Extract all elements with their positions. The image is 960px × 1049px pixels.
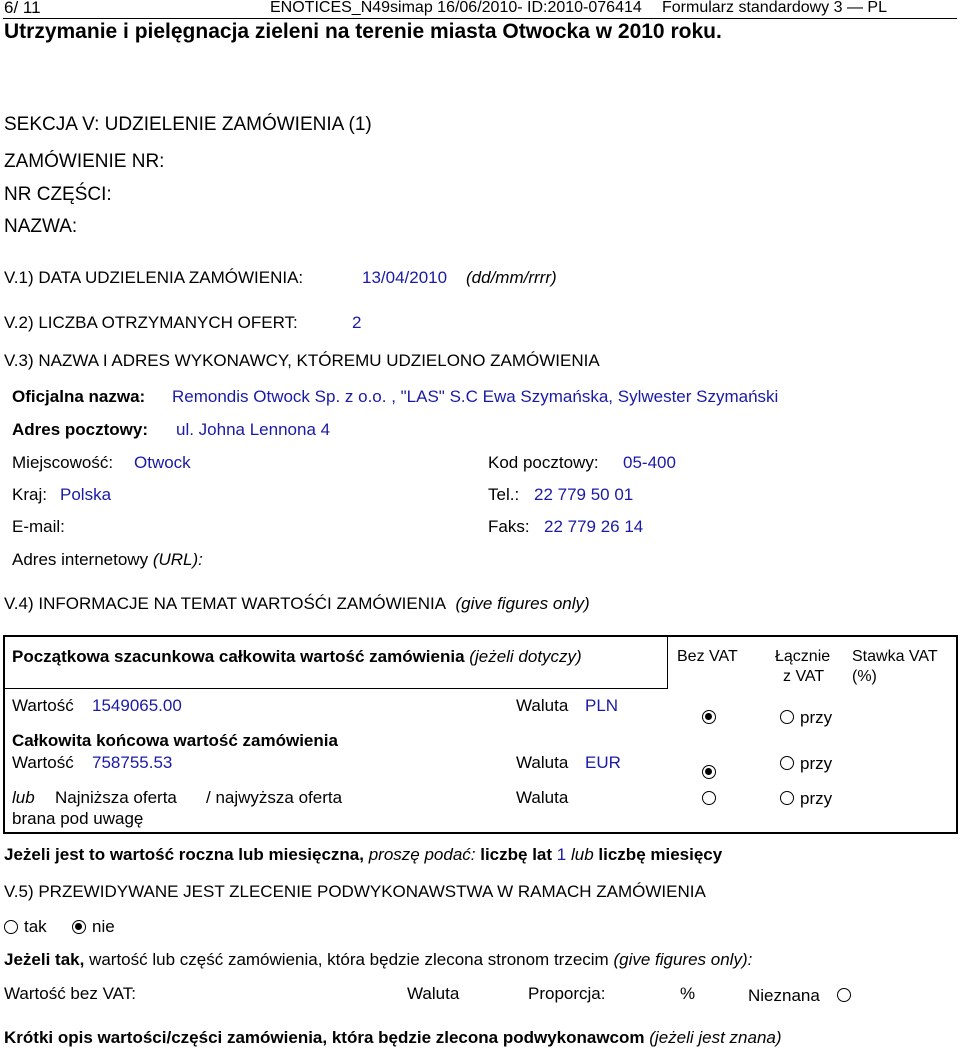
lowest-offer-label: Najniższa oferta [55,788,177,807]
value-no-vat-label: Wartość bez VAT: [4,984,136,1003]
currency-label: Waluta [516,753,569,772]
country-label: Kraj: [12,485,47,504]
tel-label: Tel.: [488,485,520,504]
if-yes-line: Jeżeli tak, wartość lub część zamówienia, która będzie zlecona stronom trzecim (give figures only): [4,950,753,969]
subcontract-yes-radio[interactable] [4,920,18,934]
award-date-label: V.1) DATA UDZIELENIA ZAMÓWIENIA: [4,268,304,287]
przy-label: przy [800,754,833,773]
offer-no-vat-radio[interactable] [702,791,716,805]
annual-monthly-line: Jeżeli jest to wartość roczna lub miesięczna, proszę podać: liczbę lat 1 lub liczbę miesięcy [4,845,723,864]
initial-currency: PLN [585,696,619,715]
value-info-heading: V.4) INFORMACJE NA TEMAT WARTOŚĆI ZAMÓWIENIA (give figures only) [4,594,590,613]
header-divider [3,18,957,19]
document-title: Utrzymanie i pielęgnacja zieleni na terenie miasta Otwocka w 2010 roku. [4,20,722,43]
offers-count-label: V.2) LICZBA OTRZYMANYCH OFERT: [4,313,298,332]
subcontract-no-label: nie [92,917,115,936]
unknown-label: Nieznana [748,986,820,1005]
table-divider [5,688,668,689]
offers-count-value: 2 [352,313,362,332]
percent-sign: % [680,984,696,1003]
proportion-label: Proporcja: [528,984,606,1003]
considered-label: brana pod uwagę [12,809,144,828]
subcontract-no-radio[interactable] [72,920,86,934]
zip-value: 05-400 [623,453,676,472]
section-heading: SEKCJA V: UDZIELENIE ZAMÓWIENIA (1) [4,114,372,135]
final-currency: EUR [585,753,621,772]
url-label: Adres internetowy (URL): [12,550,203,569]
notice-id: ENOTICES_N49simap 16/06/2010- ID:2010-076414 [270,0,642,16]
col-no-vat: Bez VAT [677,648,738,665]
col-total-line1: Łącznie [775,648,831,665]
tel-value: 22 779 50 01 [534,485,634,504]
city-value: Otwock [134,453,191,472]
zip-label: Kod pocztowy: [488,453,599,472]
city-label: Miejscowość: [12,453,114,472]
table-vline [667,637,668,688]
offer-with-vat-radio[interactable] [780,791,794,805]
name-label: NAZWA: [4,216,78,237]
subcontract-desc-line: Krótki opis wartości/części zamówienia, która będzie zlecona podwykonawcom (jeżeli jest znana) [4,1028,782,1047]
award-date-value: 13/04/2010 [362,268,448,287]
page-number: 6/ 11 [4,0,41,17]
email-label: E-mail: [12,517,65,536]
initial-no-vat-radio[interactable] [702,710,716,724]
contractor-heading: V.3) NAZWA I ADRES WYKONAWCY, KTÓREMU UDZIELONO ZAMÓWIENIA [4,351,600,370]
przy-label: przy [800,789,833,808]
unknown-radio[interactable] [837,988,851,1002]
subcontracting-heading: V.5) PRZEWIDYWANE JEST ZLECENIE PODWYKONAWSTWA W RAMACH ZAMÓWIENIA [4,882,706,901]
part-no-label: NR CZĘŚCI: [4,184,112,205]
final-value-label: Całkowita końcowa wartość zamówienia [12,731,338,750]
initial-value-label: Początkowa szacunkowa całkowita wartość zamówienia (jeżeli dotyczy) [12,647,582,666]
col-total-line2: z VAT [783,668,825,685]
initial-value-note: (jeżeli dotyczy) [469,647,582,666]
final-with-vat-radio[interactable] [780,756,794,770]
postal-address-value: ul. Johna Lennona 4 [176,420,331,439]
years-value: 1 [556,845,567,864]
subcontract-yes-label: tak [24,917,47,936]
currency-label: Waluta [516,788,569,807]
form-name: Formularz standardowy 3 — PL [662,0,887,16]
value-label: Wartość [12,696,74,715]
country-value: Polska [60,485,112,504]
col-rate-line2: (%) [852,668,877,685]
lub-label: lub [12,788,35,807]
official-name-value: Remondis Otwock Sp. z o.o. , "LAS" S.C Ewa Szymańska, Sylwester Szymański [172,387,779,406]
highest-offer-label: / najwyższa oferta [206,788,343,807]
order-no-label: ZAMÓWIENIE NR: [4,151,165,172]
fax-label: Faks: [488,517,530,536]
currency-label: Waluta [516,696,569,715]
initial-value: 1549065.00 [92,696,182,715]
value-label: Wartość [12,753,74,772]
official-name-label: Oficjalna nazwa: [12,387,146,406]
col-rate-line1: Stawka VAT [852,648,938,665]
final-no-vat-radio[interactable] [702,765,716,779]
fax-value: 22 779 26 14 [544,517,644,536]
award-date-format: (dd/mm/rrrr) [466,268,557,287]
initial-with-vat-radio[interactable] [780,710,794,724]
url-suffix: (URL): [152,550,203,569]
value-info-note: (give figures only) [455,594,590,613]
postal-address-label: Adres pocztowy: [12,420,149,439]
final-value: 758755.53 [92,753,173,772]
subcontract-currency-label: Waluta [407,984,460,1003]
przy-label: przy [800,708,833,727]
